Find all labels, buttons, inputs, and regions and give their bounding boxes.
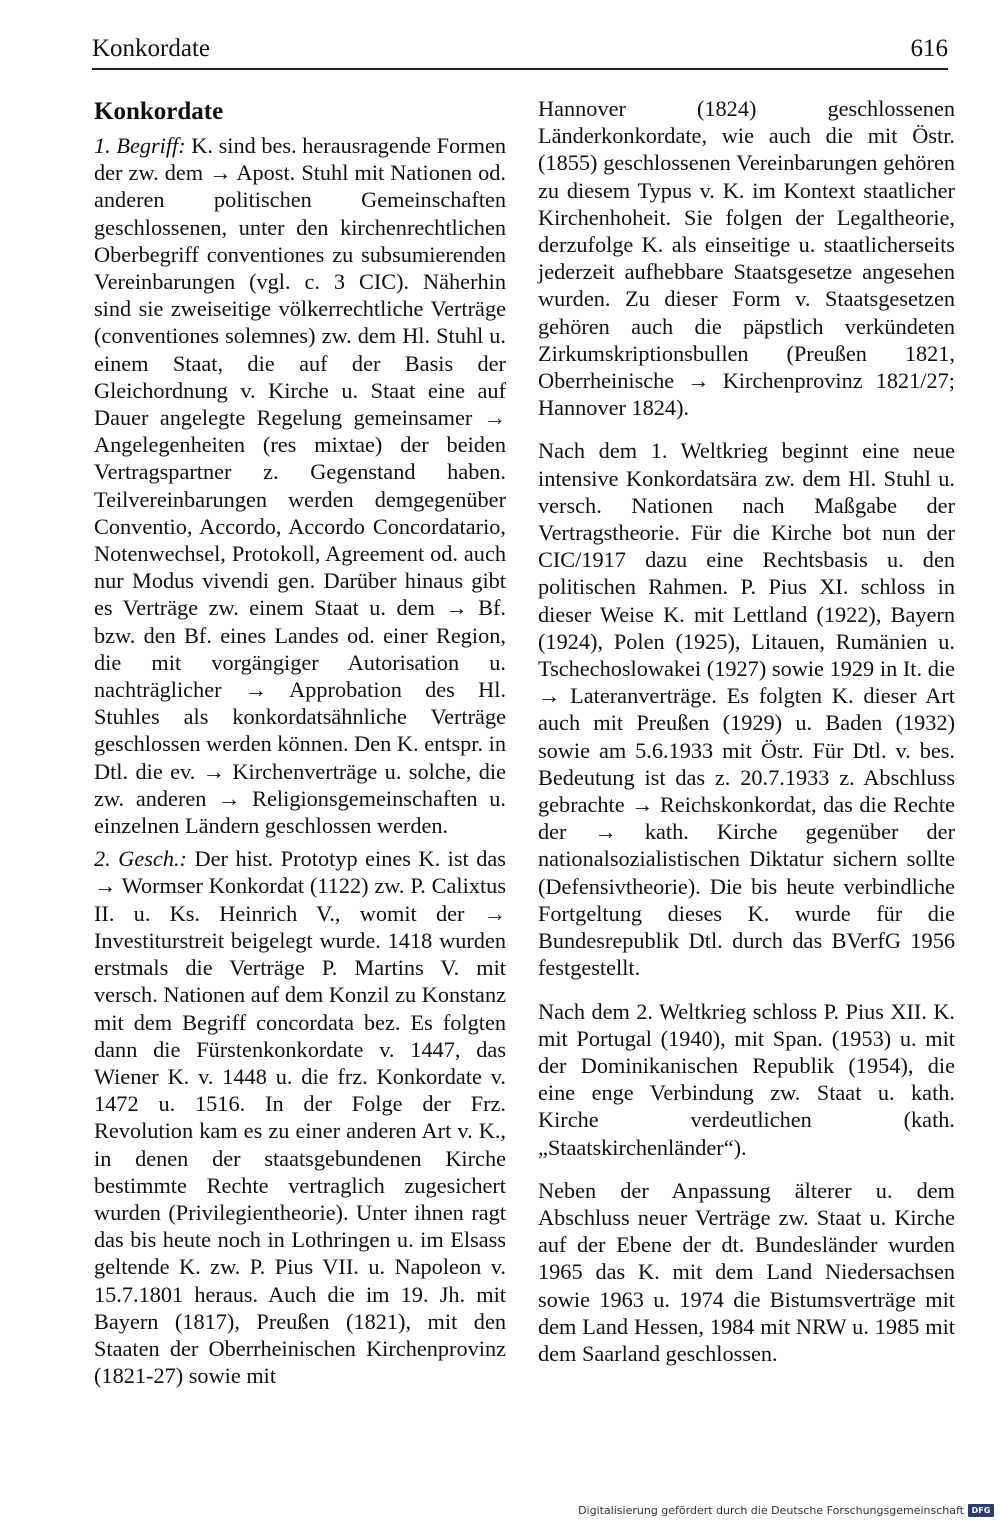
paragraph-weltkrieg-1: Nach dem 1. Weltkrieg beginnt eine neue intensive Konkordatsära zw. dem Hl. Stuhl u. versch. Nationen nach Maßgabe der Vertragstheorie. Für die Kirche bot nun der CIC/1917 dazu eine Rechtsbasis u. den politischen Rahmen. P. Pius XI. schloss in dieser Weise K. mit Lettland (1922), Bayern (1924), Polen (1925), Litauen, Rumänien u. Tschechoslowakei (1927) sowie 1929 in It. die → Lateranverträge. Es folgten K. dieser Art auch mit Preußen (1929) u. Baden (1932) sowie am 5.6.1933 mit Östr. Für Dtl. v. bes. Bedeutung ist das z. 20.7.1933 z. Abschluss gebrachte → Reichskonkordat, das die Rechte der → kath. Kirche gegenüber der nationalsozialistischen Diktatur sichern sollte (Defensivtheorie). Die bis heute verbindliche Fortgeltung dieses K. wurde für die Bundesrepublik Dtl. durch das BVerfG 1956 festgestellt. bbox=[538, 438, 955, 981]
paragraph-laenderkonkordate: Hannover (1824) geschlossenen Länderkonkordate, wie auch die mit Östr. (1855) geschlossenen Vereinbarungen gehören zu diesem Typus v. K. im Kontext staatlicher Kirchenhoheit. Sie folgen der Legaltheorie, derzufolge K. als einseitige u. staatlicherseits jederzeit aufhebbare Staatsgesetze angesehen wurden. Zu dieser Form v. Staatsgesetzen gehören auch die päpstlich verkündeten Zirkumskriptionsbullen (Preußen 1821, Oberrheinische → Kirchenprovinz 1821/27; Hannover 1824). bbox=[538, 96, 955, 421]
paragraph-begriff bbox=[94, 132, 506, 839]
left-column bbox=[94, 92, 506, 1389]
paragraph-geschichte-text: Der hist. Prototyp eines K. ist das → Wormser Konkordat (1122) zw. P. Calixtus II. u. Ks. Heinrich V., womit der → Investiturstreit beigelegt wurde. 1418 wurden erstmals die Verträge P. Martins V. mit versch. Nationen auf dem Konzil zu Konstanz mit dem Begriff concordata bez. Es folgten dann die Fürstenkonkordate v. 1447, das Wiener K. v. 1448 u. die frz. Konkordate v. 1472 u. 1516. In der Folge der Frz. Revolution kam es zu einer anderen Art v. K., in denen der staatsgebundenen Kirche bestimmte Rechte vertraglich zugesichert wurden (Privilegientheorie). Unter ihnen ragt das bis heute noch in Lothringen u. im Elsass geltende K. zw. P. Pius VII. u. Napoleon v. 15.7.1801 heraus. Auch die im 19. Jh. mit Bayern (1817), Preußen (1821), mit den Staaten der Oberrheinischen Kirchenprovinz (1821-27) sowie mit bbox=[94, 846, 506, 1389]
entry-title: Konkordate bbox=[94, 98, 224, 125]
paragraph-bundeslaender: Neben der Anpassung älterer u. dem Abschluss neuer Verträge zw. Staat u. Kirche auf der Ebene der dt. Bundesländer wurden 1965 das K. mit dem Land Niedersachsen sowie 1963 u. 1974 die Bistumsverträge mit dem Land Hessen, 1984 mit NRW u. 1985 mit dem Saarland geschlossen. bbox=[538, 1177, 955, 1366]
footer bbox=[578, 1499, 994, 1521]
page-number: 616 bbox=[910, 35, 948, 62]
dfg-logo-icon: DFG bbox=[968, 1504, 994, 1517]
paragraph-weltkrieg-2: Nach dem 2. Weltkrieg schloss P. Pius XII. K. mit Portugal (1940), mit Span. (1953) u. mit der Dominikanischen Republik (1954), die eine enge Verbindung zw. Staat u. kath. Kirche verdeutlichen (kath. „Staatskirchenländer“). bbox=[538, 998, 955, 1160]
paragraph-begriff-text: K. sind bes. herausragende Formen der zw. dem → Apost. Stuhl mit Nationen od. anderen politischen Gemeinschaften geschlossenen, unter den kirchenrechtlichen Oberbegriff conventiones zu subsumierenden Vereinbarungen (vgl. c. 3 CIC). Näherhin sind sie zweiseitige völkerrechtliche Verträge (conventiones solemnes) zw. dem Hl. Stuhl u. einem Staat, die auf der Basis der Gleichordnung v. Kirche u. Staat eine auf Dauer angelegte Regelung gemeinsamer → Angelegenheiten (res mixtae) der beiden Vertragspartner z. Gegenstand haben. Teilvereinbarungen werden demgegenüber Conventio, Accordo, Accordo Concordatario, Notenwechsel, Protokoll, Agreement od. auch nur Modus vivendi gen. Darüber hinaus gibt es Verträge zw. einem Staat u. dem → Bf. bzw. den Bf. eines Landes od. einer Region, die mit vorgängiger Autorisation u. nachträglicher → Approbation des Hl. Stuhles als konkordatsähnliche Verträge geschlossen werden können. Den K. entspr. in Dtl. die ev. → Kirchenverträge u. solche, die zw. anderen → Religionsgemeinschaften u. einzelnen Ländern geschlossen werden. bbox=[94, 133, 506, 839]
section-label-geschichte: 2. Gesch.: bbox=[94, 846, 187, 872]
paragraph-geschichte bbox=[94, 845, 506, 1389]
footer-credit: Digitalisierung gefördert durch die Deutsche Forschungsgemeinschaft bbox=[578, 1503, 964, 1517]
section-label-begriff: 1. Begriff: bbox=[94, 133, 186, 158]
running-title: Konkordate bbox=[92, 35, 211, 62]
running-header bbox=[92, 26, 948, 70]
right-column bbox=[538, 95, 955, 1367]
